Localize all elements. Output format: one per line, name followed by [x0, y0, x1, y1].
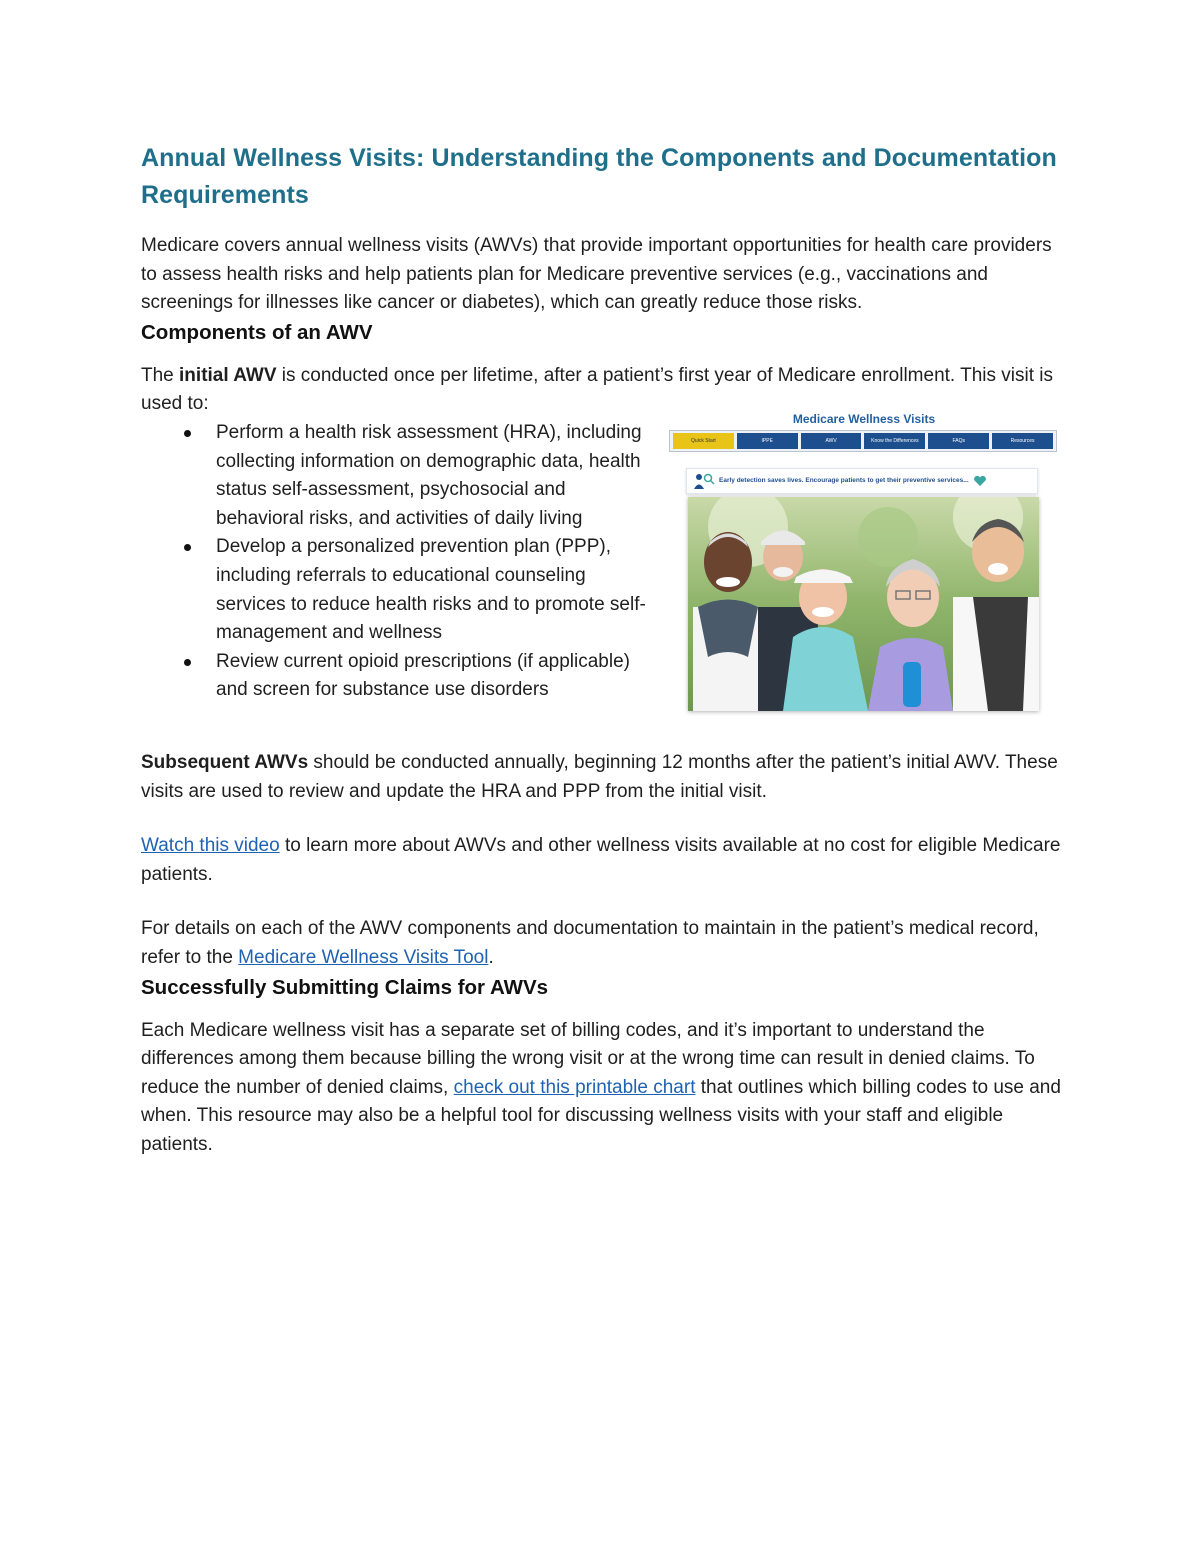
claims-paragraph [141, 1017, 1061, 1160]
awv-bullet-list [181, 419, 651, 705]
list-item: Review current opioid prescriptions (if applicable) and screen for substance use disorders [181, 648, 651, 705]
figure-tab-ippe: IPPE [737, 433, 798, 449]
lead-prefix: The [141, 364, 180, 386]
figure-banner [686, 468, 1038, 494]
photo-illustration [688, 497, 1039, 711]
video-paragraph [141, 832, 1061, 889]
section-heading-components: Components of an AWV [141, 320, 373, 344]
details-paragraph [141, 915, 1061, 972]
people-icon [693, 472, 715, 490]
list-item: Perform a health risk assessment (HRA), including collecting information on demographic data, health status self-assessment, psychosocial and behavioral risks, and activities of daily living [181, 419, 651, 533]
lead-bold: initial AWV [179, 364, 277, 386]
document-page [141, 140, 1061, 1160]
list-item: Develop a personalized prevention plan (PPP), including referrals to educational counseling services to reduce health risks and to promote self-management and wellness [181, 533, 651, 647]
lead-suffix: is conducted once per lifetime, after a patient’s first year of Medicare enrollment. This visit is used to: [141, 364, 1054, 415]
page-title: Annual Wellness Visits: Understanding the Components and Documentation Requirements [141, 144, 1057, 209]
subsequent-bold: Subsequent AWVs [141, 751, 309, 773]
figure-tab-know-the-differences: Know the Differences [864, 433, 925, 449]
seniors-group-photo [688, 497, 1039, 711]
figure-tab-resources: Resources [992, 433, 1053, 449]
figure-tab-awv: AWV [801, 433, 862, 449]
figure-nav-bar [669, 430, 1057, 452]
heart-icon [973, 475, 987, 487]
video-text: to learn more about AWVs and other wellness visits available at no cost for eligible Medicare patients. [141, 835, 1061, 885]
medicare-wellness-visits-figure [669, 411, 1059, 721]
figure-title: Medicare Wellness Visits [792, 411, 936, 426]
subsequent-awv-paragraph [141, 749, 1061, 806]
watch-video-link[interactable]: Watch this video [141, 835, 280, 857]
claims-text-after: that outlines which billing codes to use and when. This resource may also be a helpful tool for discussing wellness visits with your staff and eligible patients. [141, 1076, 1061, 1155]
details-text: For details on each of the AWV components and documentation to maintain in the patient’s medical record, refer to the [141, 918, 1039, 968]
printable-chart-link[interactable]: check out this printable chart [453, 1076, 696, 1098]
claims-text-before: Each Medicare wellness visit has a separate set of billing codes, and it’s important to understand the differences among them because billing the wrong visit or at the wrong time can result in denied claims. To reduce the number of denied claims, [141, 1019, 1035, 1098]
figure-banner-text: Early detection saves lives. Encourage patients to get their preventive services... [719, 477, 969, 485]
bullets-and-figure [141, 411, 1061, 749]
figure-tab-faqs: FAQs [928, 433, 989, 449]
intro-paragraph: Medicare covers annual wellness visits (AWVs) that provide important opportunities for health care providers to assess health risks and help patients plan for Medicare preventive services (e.g., vaccinations and screenings for illnesses like cancer or diabetes), which can greatly reduce those risks. [141, 235, 1052, 314]
section-heading-claims: Successfully Submitting Claims for AWVs [141, 975, 549, 999]
subsequent-text: should be conducted annually, beginning 12 months after the patient’s initial AWV. These visits are used to review and update the HRA and PPP from the initial visit. [141, 751, 1058, 802]
wellness-visits-tool-link[interactable]: Medicare Wellness Visits Tool [238, 946, 489, 968]
details-end: . [488, 946, 494, 968]
figure-tab-quick-start: Quick Start [673, 433, 734, 449]
